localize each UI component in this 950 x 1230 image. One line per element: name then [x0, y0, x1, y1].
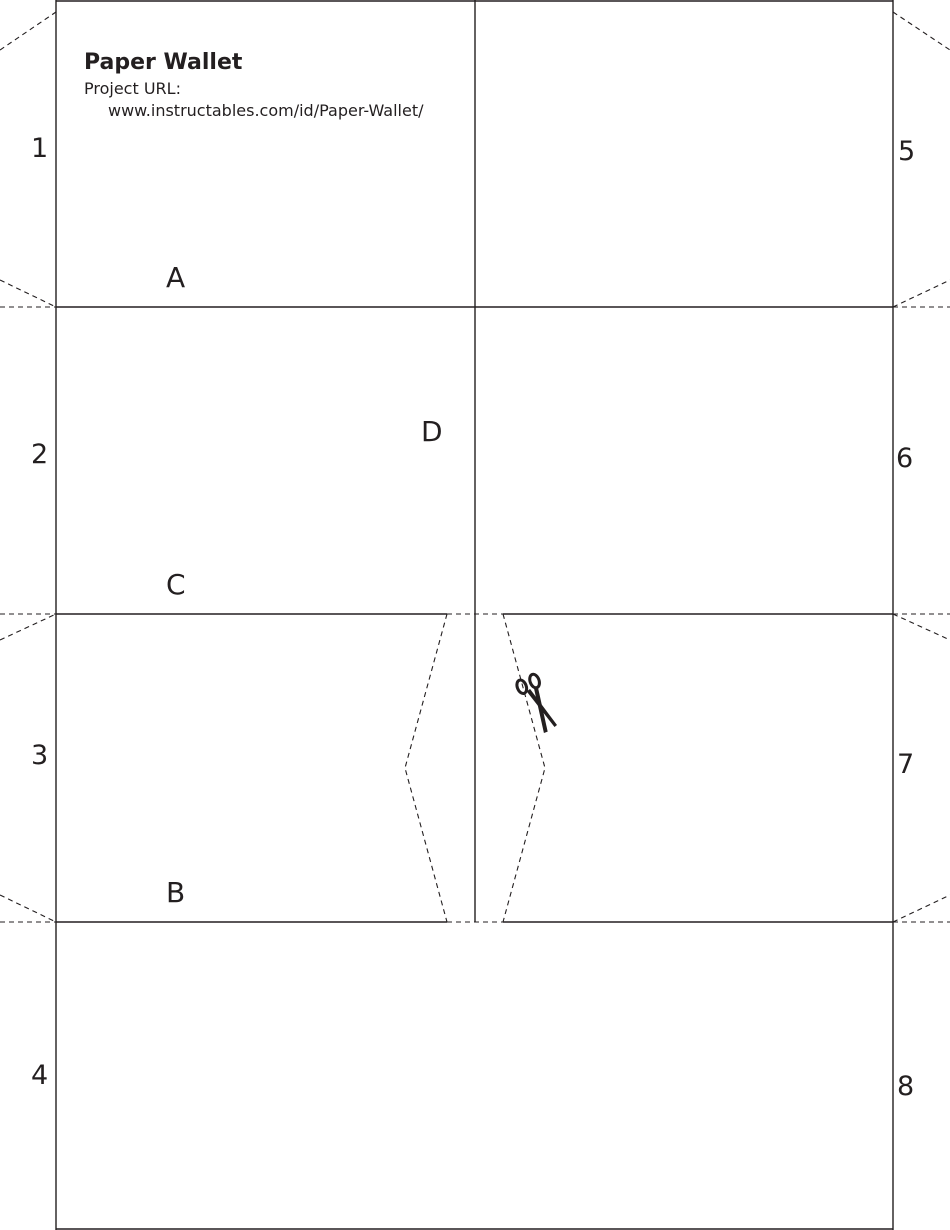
page-title: Paper Wallet — [84, 50, 243, 75]
left-tab-3-bottom — [0, 895, 56, 922]
project-url-label: Project URL: — [84, 79, 181, 98]
right-tab-2-top — [893, 614, 950, 640]
project-url: www.instructables.com/id/Paper-Wallet/ — [108, 101, 424, 120]
cutout-left — [405, 614, 447, 922]
panel-number-2: 2 — [31, 439, 49, 470]
right-tab-1-bottom — [893, 280, 950, 307]
panel-number-4: 4 — [31, 1060, 49, 1091]
fold-label-c: C — [166, 568, 186, 601]
left-tab-2-top — [0, 614, 56, 640]
fold-label-d: D — [421, 415, 443, 448]
left-tab-top — [0, 12, 56, 50]
panel-number-5: 5 — [898, 136, 916, 167]
right-tab-top — [893, 12, 950, 50]
right-tab-3-bottom — [893, 895, 950, 922]
scissors-icon — [515, 672, 558, 736]
panel-number-1: 1 — [31, 133, 49, 164]
fold-label-a: A — [166, 261, 186, 294]
cutout-right — [503, 614, 545, 922]
panel-number-3: 3 — [31, 740, 49, 771]
panel-number-6: 6 — [896, 443, 914, 474]
fold-label-b: B — [166, 876, 186, 909]
panel-number-8: 8 — [897, 1071, 915, 1102]
panel-number-7: 7 — [897, 749, 915, 780]
left-tab-1-bottom — [0, 280, 56, 307]
